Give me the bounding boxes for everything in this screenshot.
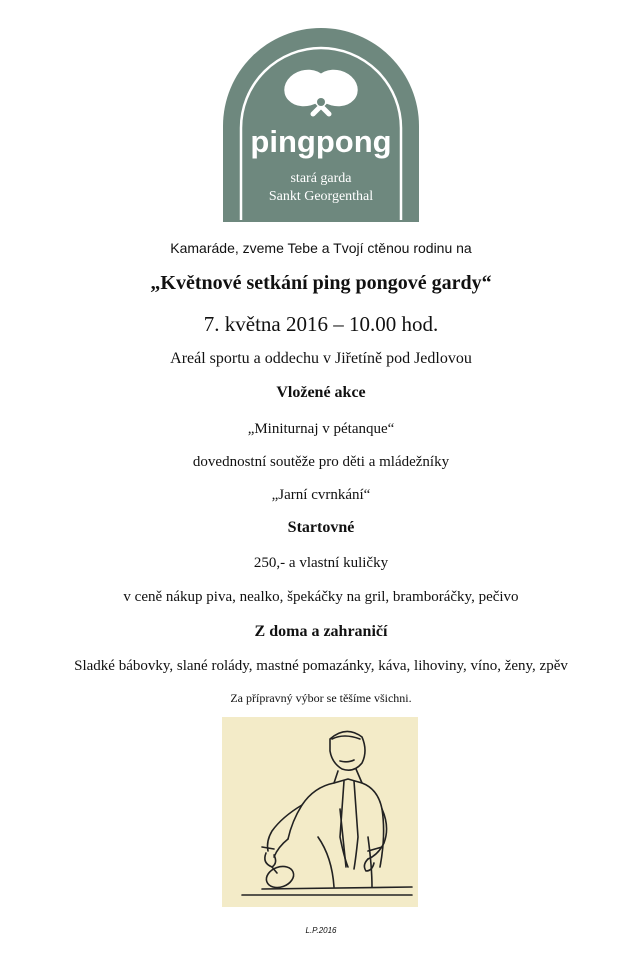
catering-heading: Z doma a zahraničí	[254, 623, 388, 640]
event-venue: Areál sportu a oddechu v Jiřetíně pod Jedlovou	[170, 350, 472, 367]
fee-amount: 250,- a vlastní kuličky	[253, 555, 389, 571]
logo-line1: stará garda	[290, 171, 352, 186]
fee-heading: Startovné	[287, 519, 355, 536]
event-item: „Jarní cvrnkání“	[271, 487, 371, 503]
event-title: „Květnové setkání ping pongové gardy“	[150, 272, 492, 294]
footer-note: Za přípravný výbor se těšíme všichni.	[230, 691, 412, 705]
event-item: dovednostní soutěže pro děti a mládežníky	[192, 454, 450, 470]
intro-text: Kamaráde, zveme Tebe a Tvojí ctěnou rodinu na	[170, 240, 472, 256]
table-tennis-player-sketch-icon	[222, 717, 418, 907]
logo-brand: pingpong	[250, 124, 392, 159]
logo-line2: Sankt Georgenthal	[268, 189, 374, 204]
event-item: „Miniturnaj v pétanque“	[247, 421, 395, 437]
catering-list: Sladké bábovky, slané rolády, mastné pomazánky, káva, lihoviny, víno, ženy, zpěv	[74, 658, 568, 674]
fee-includes: v ceně nákup piva, nealko, špekáčky na gril, bramboráčky, pečivo	[123, 589, 519, 605]
pingpong-logo	[223, 28, 419, 222]
event-date: 7. května 2016 – 10.00 hod.	[203, 312, 439, 336]
signature: L.P.2016	[305, 926, 337, 935]
events-heading: Vložené akce	[276, 384, 366, 401]
